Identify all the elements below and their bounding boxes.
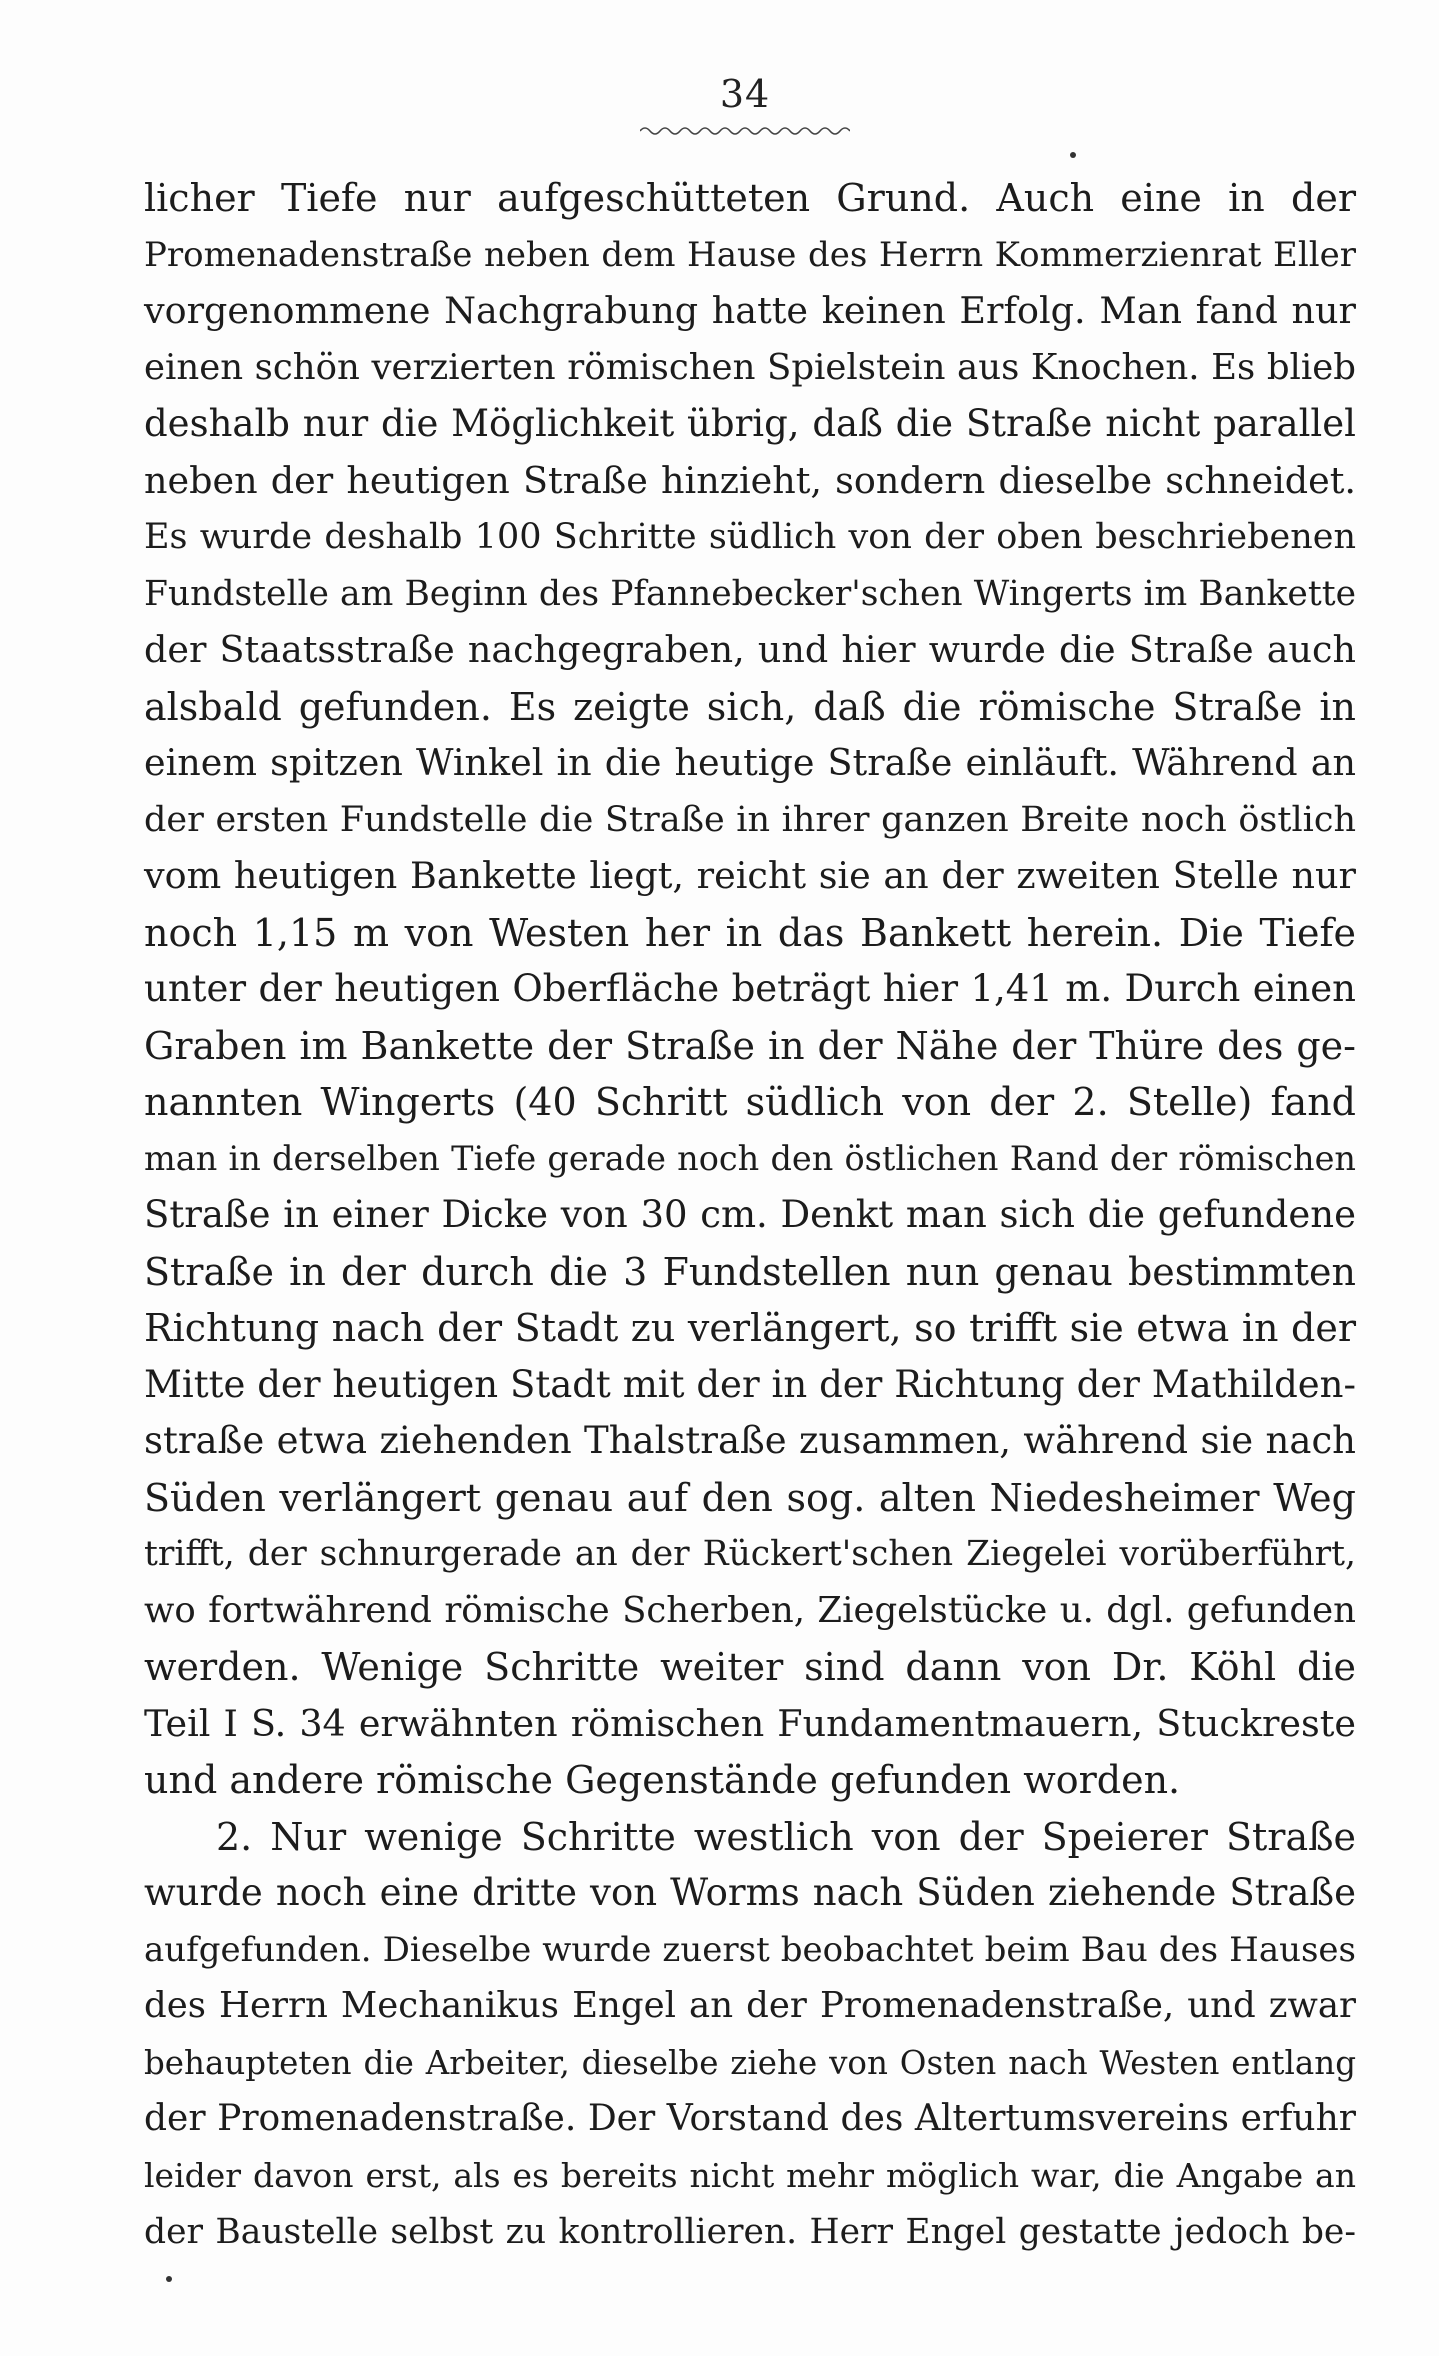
- text-line: Richtung nach der Stadt zu verlängert, so trifft sie etwa in der: [144, 1306, 1356, 1350]
- text-line: der Baustelle selbst zu kontrollieren. Herr Engel gestatte jedoch be-: [144, 2212, 1356, 2252]
- text-line: licher Tiefe nur aufgeschütteten Grund. Auch eine in der: [144, 176, 1356, 220]
- text-line: Fundstelle am Beginn des Pfannebecker'schen Wingerts im Bankette: [144, 573, 1356, 614]
- text-line: wo fortwährend römische Scherben, Ziegelstücke u. dgl. gefunden: [144, 1589, 1356, 1631]
- text-line: einen schön verzierten römischen Spielstein aus Knochen. Es blieb: [144, 346, 1356, 388]
- text-line: Straße in der durch die 3 Fundstellen nun genau bestimmten: [144, 1249, 1356, 1294]
- text-line: behaupteten die Arbeiter, dieselbe ziehe von Osten nach Westen entlang: [144, 2043, 1356, 2082]
- text-line: Teil I S. 34 erwähnten römischen Fundamentmauern, Stuckreste: [144, 1701, 1356, 1745]
- text-line: alsbald gefunden. Es zeigte sich, daß die römische Straße in: [144, 684, 1356, 729]
- text-line: des Herrn Mechanikus Engel an der Promenadenstraße, und zwar: [144, 1985, 1356, 2026]
- text-line: der ersten Fundstelle die Straße in ihrer ganzen Breite noch östlich: [144, 799, 1356, 840]
- text-line: und andere römische Gegenstände gefunden worden.: [144, 1758, 1181, 1802]
- text-line: Es wurde deshalb 100 Schritte südlich von der oben beschriebenen: [144, 517, 1356, 557]
- text-line: einem spitzen Winkel in die heutige Straße einläuft. Während an: [144, 741, 1356, 784]
- ink-speck: [166, 2276, 172, 2282]
- paragraph: [144, 170, 1356, 1809]
- text-line: unter der heutigen Oberfläche beträgt hier 1,41 m. Durch einen: [144, 967, 1356, 1010]
- body-text: [144, 170, 1356, 2261]
- text-line: straße etwa ziehenden Thalstraße zusammen, während sie nach: [144, 1419, 1356, 1462]
- text-line: der Staatsstraße nachgegraben, und hier wurde die Straße auch: [144, 628, 1356, 671]
- text-line: vorgenommene Nachgrabung hatte keinen Erfolg. Man fand nur: [144, 289, 1356, 332]
- text-line: vom heutigen Bankette liegt, reicht sie an der zweiten Stelle nur: [144, 854, 1356, 897]
- text-line: Süden verlängert genau auf den sog. alten Niedesheimer Weg: [144, 1475, 1356, 1520]
- text-line: wurde noch eine dritte von Worms nach Süden ziehende Straße: [144, 1871, 1356, 1914]
- wavy-rule-ornament: [640, 124, 850, 138]
- text-line: werden. Wenige Schritte weiter sind dann von Dr. Köhl die: [144, 1645, 1356, 1689]
- paragraph: [144, 1809, 1356, 2261]
- text-line: noch 1,15 m von Westen her in das Bankett herein. Die Tiefe: [144, 910, 1356, 955]
- text-line: man in derselben Tiefe gerade noch den östlichen Rand der römischen: [144, 1138, 1356, 1178]
- text-line: aufgefunden. Dieselbe wurde zuerst beobachtet beim Bau des Hauses: [144, 1929, 1356, 1970]
- text-line: Promenadenstraße neben dem Hause des Herrn Kommerzienrat Eller: [144, 234, 1356, 275]
- text-line: neben der heutigen Straße hinzieht, sondern dieselbe schneidet.: [144, 458, 1356, 502]
- text-line: nannten Wingerts (40 Schritt südlich von der 2. Stelle) fand: [144, 1080, 1356, 1124]
- text-line: Straße in einer Dicke von 30 cm. Denkt man sich die gefundene: [144, 1193, 1356, 1236]
- text-line: Graben im Bankette der Straße in der Nähe der Thüre des ge-: [144, 1023, 1356, 1068]
- text-line: 2. Nur wenige Schritte westlich von der Speierer Straße: [216, 1814, 1356, 1859]
- page-number: 34: [719, 72, 771, 116]
- text-line: deshalb nur die Möglichkeit übrig, daß die Straße nicht parallel: [144, 402, 1356, 445]
- ink-speck: [1070, 152, 1076, 158]
- text-line: trifft, der schnurgerade an der Rückert'schen Ziegelei vorüberführt,: [144, 1534, 1356, 1574]
- text-line: Mitte der heutigen Stadt mit der in der Richtung der Mathilden-: [144, 1362, 1356, 1406]
- text-line: leider davon erst, als es bereits nicht mehr möglich war, die Angabe an: [144, 2155, 1356, 2195]
- text-line: der Promenadenstraße. Der Vorstand des Altertumsvereins erfuhr: [144, 2098, 1356, 2139]
